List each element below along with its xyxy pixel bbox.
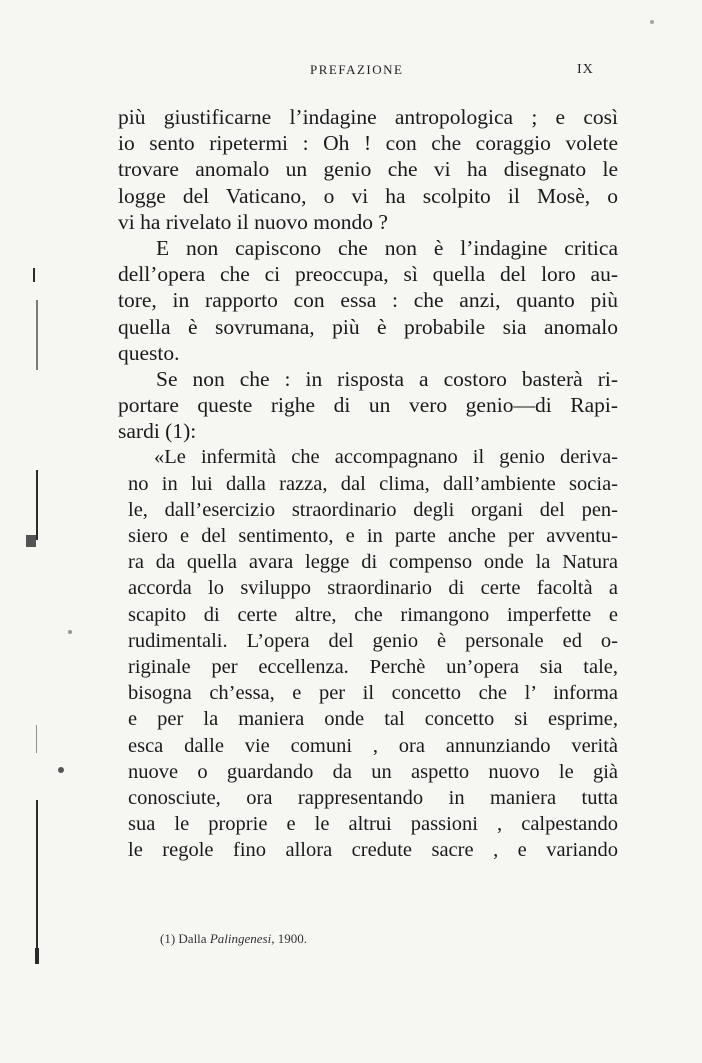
quote-line: accorda lo sviluppo straordinario di certe facoltà a <box>128 577 618 600</box>
text-line: dell’opera che ci preoccupa, sì quella del loro au- <box>118 262 618 287</box>
scan-speck <box>58 767 64 773</box>
text-line: sardi (1): <box>118 419 197 444</box>
binding-mark <box>36 300 38 370</box>
binding-mark <box>35 948 39 964</box>
text-line: più giustificarne l’indagine antropologica ; e così <box>118 105 618 129</box>
running-title: PREFAZIONE <box>310 62 404 77</box>
quote-line: conosciute, ora rappresentando in maniera tutta <box>128 786 618 809</box>
text-line: logge del Vaticano, o vi ha scolpito il Mosè, o <box>118 183 618 208</box>
quote-line: rudimentali. L’opera del genio è personale ed o- <box>128 629 618 652</box>
text-line: Se non che : in risposta a costoro basterà ri- <box>156 366 618 391</box>
quote-line: le regole fino allora credute sacre , e variando <box>128 839 618 862</box>
text-line: E non capiscono che non è l’indagine critica <box>156 235 618 260</box>
scan-speck <box>650 20 654 24</box>
quote-line: bisogna ch’essa, e per il concetto che l’ informa <box>128 682 618 705</box>
quotation <box>118 444 618 863</box>
running-head <box>0 62 702 84</box>
quote-line: no in lui dalla razza, dal clima, dall’ambiente socia- <box>128 472 618 495</box>
quote-line: le, dall’esercizio straordinario degli organi del pen- <box>128 498 618 521</box>
page-number: IX <box>577 62 594 77</box>
footnote-marker: (1) Dalla <box>160 931 207 946</box>
quote-line: sua le proprie e le altrui passioni , calpestando <box>128 813 618 836</box>
text-line: trovare anomalo un genio che vi ha disegnato le <box>118 157 618 182</box>
binding-mark <box>36 725 37 753</box>
text-line: questo. <box>118 340 180 365</box>
quote-line: ra da quella avara legge di compenso onde la Natura <box>128 551 618 574</box>
quote-line: esca dalle vie comuni , ora annunziando verità <box>128 734 618 757</box>
text-line: tore, in rapporto con essa : che anzi, quanto più <box>118 288 618 313</box>
body-text <box>118 104 618 863</box>
footnote <box>160 931 307 947</box>
binding-mark <box>36 470 38 540</box>
quote-line: riginale per eccellenza. Perchè un’opera sia tale, <box>128 655 618 678</box>
text-line: quella è sovrumana, più è probabile sia anomalo <box>118 314 618 339</box>
paragraph <box>118 104 618 235</box>
footnote-year: , 1900. <box>271 931 307 946</box>
binding-mark <box>36 800 38 950</box>
quote-line: e per la maniera onde tal concetto si esprime, <box>128 708 618 731</box>
quote-line: siero e del sentimento, e in parte anche per avventu- <box>128 525 618 547</box>
binding-mark <box>26 535 36 547</box>
text-line: io sento ripetermi : Oh ! con che coraggio volete <box>118 131 618 156</box>
text-line: vi ha rivelato il nuovo mondo ? <box>118 209 388 234</box>
paragraph <box>118 235 618 366</box>
scan-speck <box>68 630 72 634</box>
binding-mark <box>33 268 35 282</box>
text-line: portare queste righe di un vero genio—di Rapi- <box>118 393 618 418</box>
footnote-title: Palingenesi <box>209 931 272 946</box>
quote-line: nuove o guardando da un aspetto nuovo le già <box>128 760 618 783</box>
paragraph <box>118 366 618 445</box>
quote-line: scapito di certe altre, che rimangono imperfette e <box>128 603 618 626</box>
quote-line: «Le infermità che accompagnano il genio deriva- <box>154 446 618 469</box>
